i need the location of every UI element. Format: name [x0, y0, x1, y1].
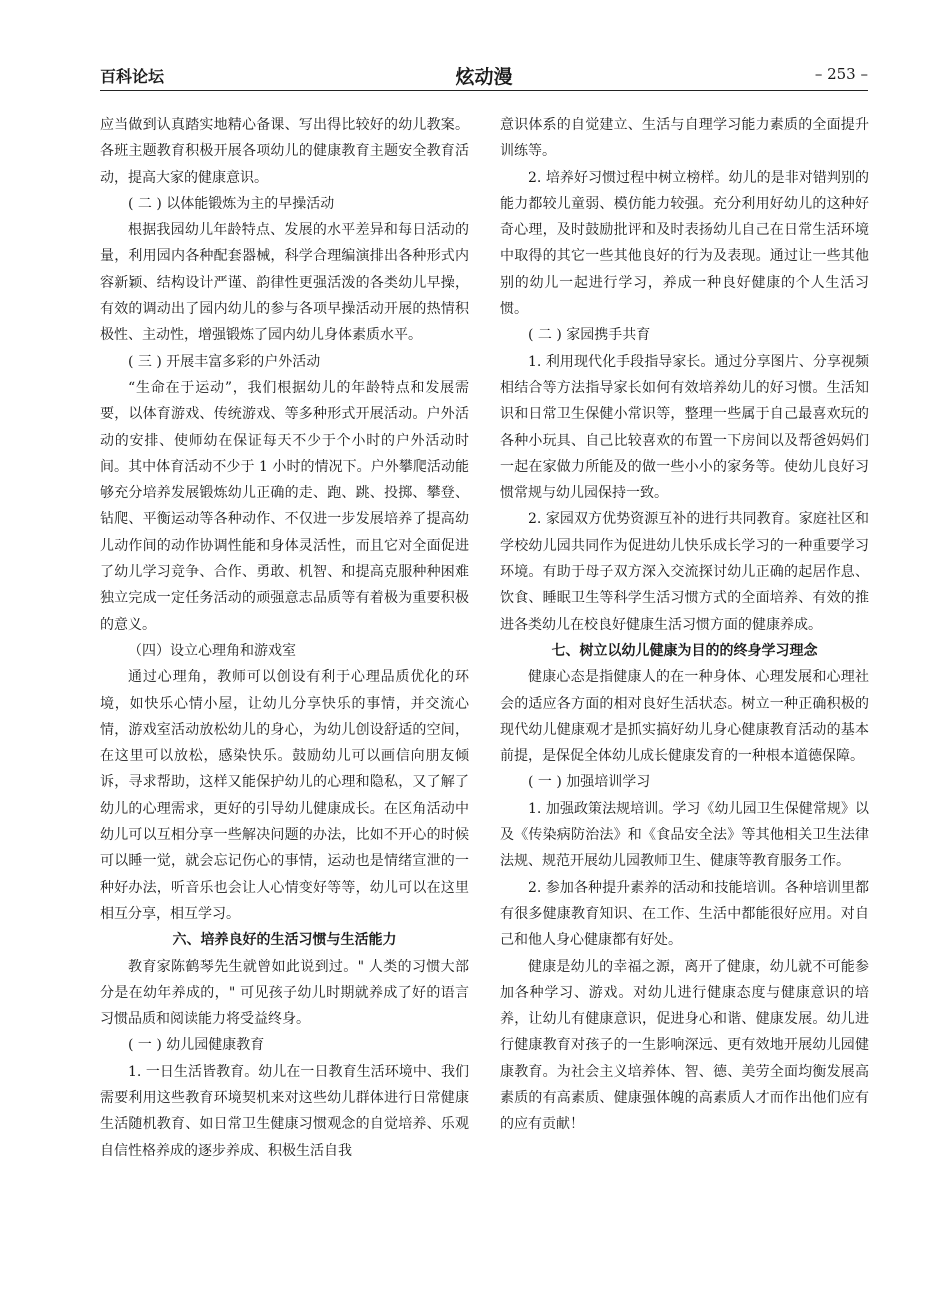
subsection-heading: ( 一 ) 幼儿园健康教育: [128, 1037, 265, 1054]
paragraph: 健康是幼儿的幸福之源，离开了健康，幼儿就不可能参加各种学习、游戏。对幼儿进行健康态度与健康意识的培养，让幼儿有健康意识，促进身心和谐、健康发展。幼儿进行健康教育对孩子的一生影响深远、更有效地开展幼儿园健康教育。为社会主义培养体、智、德、美劳全面均衡发展高素质的有高素质、健康强体魄的高素质人才而作出他们应有的应有贡献！: [500, 958, 869, 1133]
page-header: [100, 62, 868, 88]
journal-title: 炫动漫: [455, 66, 513, 88]
section-heading: 六、培养良好的生活习惯与生活能力: [172, 932, 397, 949]
paragraph: 2. 培养好习惯过程中树立榜样。幼儿的是非对错判别的能力都较儿童弱、模仿能力较强。充分利用好幼儿的这种好奇心理，及时鼓励批评和及时表扬幼儿自己在日常生活环境中取得的其它一些其他良好的行为及表现。通过让一些其他别的幼儿一起进行学习，养成一种良好健康的个人生活习惯。: [500, 169, 869, 318]
paragraph: 教育家陈鹤琴先生就曾如此说到过。" 人类的习惯大部分是在幼年养成的，" 可见孩子幼儿时期就养成了好的语言习惯品质和阅读能力将受益终身。: [100, 958, 469, 1028]
paragraph: 1. 利用现代化手段指导家长。通过分享图片、分享视频相结合等方法指导家长如何有效培养幼儿的好习惯。生活知识和日常卫生保健小常识等，整理一些属于自己最喜欢玩的各种小玩具、自己比较喜欢的布置一下房间以及帮爸妈妈们一起在家做力所能及的做一些小小的家务等。使幼儿良好习惯常规与幼儿园保持一致。: [500, 353, 869, 502]
section-heading: 七、树立以幼儿健康为目的的终身学习理念: [551, 642, 818, 659]
journal-section-label: 百科论坛: [100, 67, 165, 86]
paragraph: 1. 一日生活皆教育。幼儿在一日教育生活环境中、我们需要利用这些教育环境契机来对这些幼儿群体进行日常健康生活随机教育、如日常卫生健康习惯观念的自觉培养、乐观自信性格养成的逐步养成、积极生活自我: [100, 1063, 469, 1159]
paragraph: 应当做到认真踏实地精心备课、写出得比较好的幼儿教案。各班主题教育积极开展各项幼儿的健康教育主题安全教育活动，提高大家的健康意识。: [100, 117, 469, 186]
right-column: [500, 112, 869, 1138]
paragraph: 意识体系的自觉建立、生活与自理学习能力素质的全面提升训练等。: [500, 117, 869, 160]
header-divider: [100, 90, 868, 91]
subsection-heading: ( 二 ) 家园携手共育: [528, 327, 651, 344]
subsection-heading: ( 二 ) 以体能锻炼为主的早操活动: [128, 195, 335, 212]
subsection-heading: ( 三 ) 开展丰富多彩的户外活动: [128, 353, 321, 370]
paragraph: “生命在于运动”，我们根据幼儿的年龄特点和发展需要，以体育游戏、传统游戏、等多种形式开展活动。户外活动的安排、使师幼在保证每天不少于个小时的户外活动时间。其中体育活动不少于 1 小时的情况下。户外攀爬活动能够充分培养发展锻炼幼儿正确的走、跑、跳、投掷、攀登、钻爬、平衡运动等各种动作、不仅进一步发展培养了提高幼儿动作间的动作协调性能和身体灵活性，而且它对全面促进了幼儿学习竞争、合作、勇敢、机智、和提高克服种种困难独立完成一定任务活动的顽强意志品质等有着极为重要积极的意义。: [100, 379, 469, 633]
paragraph: 2. 参加各种提升素养的活动和技能培训。各种培训里都有很多健康教育知识、在工作、生活中都能很好应用。对自己和他人身心健康都有好处。: [500, 879, 869, 949]
paragraph: 根据我园幼儿年龄特点、发展的水平差异和每日活动的量，利用园内各种配套器械，科学合理编演排出各种形式内容新颖、结构设计严谨、韵律性更强活泼的各类幼儿早操，有效的调动出了园内幼儿的参与各项早操活动开展的热情积极性、主动性，增强锻炼了园内幼儿身体素质水平。: [100, 222, 469, 344]
page-number: – 253 –: [814, 65, 868, 83]
paragraph: 1. 加强政策法规培训。学习《幼儿园卫生保健常规》以及《传染病防治法》和《食品安全法》等其他相关卫生法律法规、规范开展幼儿园教师卫生、健康等教育服务工作。: [500, 800, 869, 870]
left-column: [100, 112, 469, 1164]
subsection-heading: （四）设立心理角和游戏室: [128, 642, 296, 659]
paragraph: 通过心理角，教师可以创设有利于心理品质优化的环境，如快乐心情小屋，让幼儿分享快乐的事情，并交流心情，游戏室活动放松幼儿的身心，为幼儿创设舒适的空间，在这里可以放松，感染快乐。鼓励幼儿可以画信向朋友倾诉，寻求帮助，这样又能保护幼儿的心理和隐私，又了解了幼儿的心理需求，更好的引导幼儿健康成长。在区角活动中幼儿可以互相分享一些解决问题的办法，比如不开心的时候可以睡一觉，就会忘记伤心的事情，运动也是情绪宣泄的一种好办法，听音乐也会让人心情变好等等，幼儿可以在这里相互分享，相互学习。: [100, 669, 469, 922]
paragraph: 2. 家园双方优势资源互补的进行共同教育。家庭社区和学校幼儿园共同作为促进幼儿快乐成长学习的一种重要学习环境。有助于母子双方深入交流探讨幼儿正确的起居作息、饮食、睡眠卫生等科学生活习惯方式的全面培养、有效的推进各类幼儿在校良好健康生活习惯方面的健康养成。: [500, 511, 869, 633]
paragraph: 健康心态是指健康人的在一种身体、心理发展和心理社会的适应各方面的相对良好生活状态。树立一种正确积极的现代幼儿健康观才是抓实搞好幼儿身心健康教育活动的基本前提，是保促全体幼儿成长健康发育的一种根本道德保障。: [500, 669, 869, 765]
subsection-heading: ( 一 ) 加强培训学习: [528, 774, 651, 791]
